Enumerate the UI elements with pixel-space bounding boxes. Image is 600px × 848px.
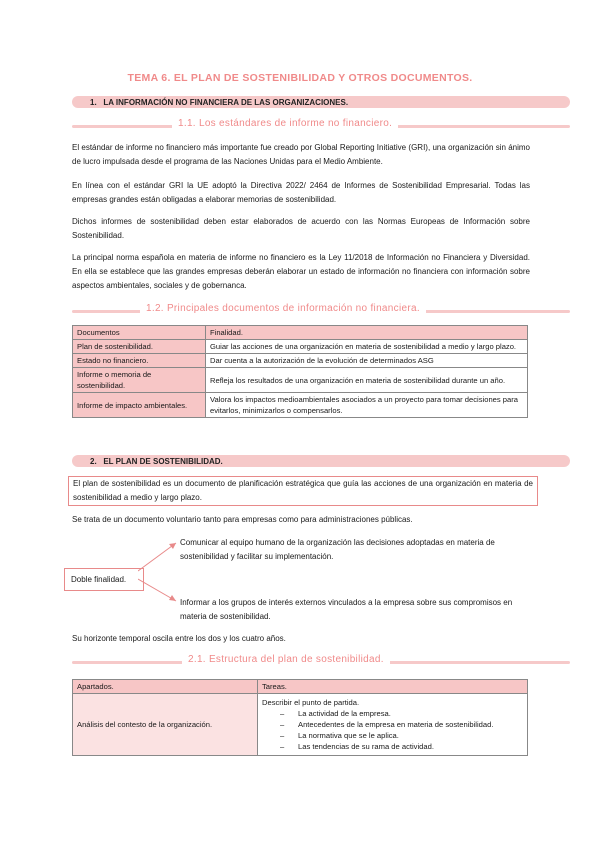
tasks-list: [262, 708, 523, 752]
list-item: – La actividad de la empresa.: [262, 708, 523, 719]
table-row: [73, 354, 528, 368]
subheading-2-1: 2.1. Estructura del plan de sostenibilidad.: [182, 654, 390, 665]
paragraph: Se trata de un documento voluntario tanto para empresas como para administraciones públicas.: [72, 515, 413, 524]
subheading-1-2: 1.2. Principales documentos de información no financiera.: [140, 303, 426, 314]
table-cell: Informe o memoria de sostenibilidad.: [73, 368, 206, 393]
table-cell: Estado no financiero.: [73, 354, 206, 368]
table-cell: Guiar las acciones de una organización en materia de sostenibilidad a medio y largo plazo.: [206, 340, 528, 354]
arrow-line-up: [138, 543, 176, 571]
doble-finalidad-box: Doble finalidad.: [64, 568, 144, 591]
table-cell: Plan de sostenibilidad.: [73, 340, 206, 354]
paragraph: En línea con el estándar GRI la UE adoptó la Directiva 2022/ 2464 de Informes de Sostenibilidad Empresarial. Todas las empresas grandes están obligadas a elaborar memorias de sostenibilidad.: [72, 181, 530, 204]
branch-arrows: [138, 535, 186, 615]
table-cell: [258, 694, 528, 756]
documents-table: [72, 325, 528, 418]
subheading-1-1: 1.1. Los estándares de informe no financiero.: [172, 118, 398, 129]
definition-box: El plan de sostenibilidad es un documento de planificación estratégica que guía las acciones de una organización en materia de sostenibilidad a medio y largo plazo.: [68, 476, 538, 506]
table-header-cell: Apartados.: [73, 680, 258, 694]
structure-table: [72, 679, 528, 756]
list-item: – La normativa que se le aplica.: [262, 730, 523, 741]
table-row: [73, 340, 528, 354]
paragraph: Su horizonte temporal oscila entre los dos y los cuatro años.: [72, 634, 286, 643]
table-cell: Dar cuenta a la autorización de la evolución de determinados ASG: [206, 354, 528, 368]
table-header-row: [73, 326, 528, 340]
list-item: – Antecedentes de la empresa en materia de sostenibilidad.: [262, 719, 523, 730]
section-1-heading: 1. LA INFORMACIÓN NO FINANCIERA DE LAS ORGANIZACIONES.: [90, 98, 349, 107]
paragraph: Dichos informes de sostenibilidad deben estar elaborados de acuerdo con las Normas Europeas de Información sobre Sostenibilidad.: [72, 217, 530, 240]
table-cell: Refleja los resultados de una organización en materia de sostenibilidad durante un año.: [206, 368, 528, 393]
tasks-intro: Describir el punto de partida.: [262, 698, 360, 707]
table-cell: Informe de impacto ambientales.: [73, 393, 206, 418]
table-cell: Valora los impactos medioambientales asociados a un proyecto para tomar decisiones para evitarlos, minimizarlos o compensarlos.: [206, 393, 528, 418]
table-header-cell: Finalidad.: [206, 326, 528, 340]
table-row: [73, 393, 528, 418]
paragraph: El estándar de informe no financiero más importante fue creado por Global Reporting Initiative (GRI), una organización sin ánimo de lucro impulsada desde el programa de las Naciones Unidas para el Medio Ambiente.: [72, 143, 530, 166]
paragraph: La principal norma española en materia de informe no financiero es la Ley 11/2018 de Información no Financiera y Diversidad. En ella se establece que las grandes empresas deberán elaborar un estado de información no financiera con información sobre aspectos ambientales, sociales y de gobernanca.: [72, 253, 530, 290]
page-title: TEMA 6. EL PLAN DE SOSTENIBILIDAD Y OTROS DOCUMENTOS.: [127, 72, 473, 84]
table-header-row: [73, 680, 528, 694]
table-header-cell: Documentos: [73, 326, 206, 340]
table-header-cell: Tareas.: [258, 680, 528, 694]
table-cell: Análisis del contesto de la organización.: [73, 694, 258, 756]
branch-text: Comunicar al equipo humano de la organización las decisiones adoptadas en materia de sostenibilidad y facilitar su implementación.: [180, 538, 495, 561]
branch-text: Informar a los grupos de interés externos vinculados a la empresa sobre sus compromisos en materia de sostenibilidad.: [180, 598, 513, 621]
section-2-heading: 2. EL PLAN DE SOSTENIBILIDAD.: [90, 457, 223, 466]
list-item: – Las tendencias de su rama de actividad.: [262, 741, 523, 752]
arrowhead-icon: [169, 543, 176, 549]
table-row: [73, 368, 528, 393]
table-row: [73, 694, 528, 756]
